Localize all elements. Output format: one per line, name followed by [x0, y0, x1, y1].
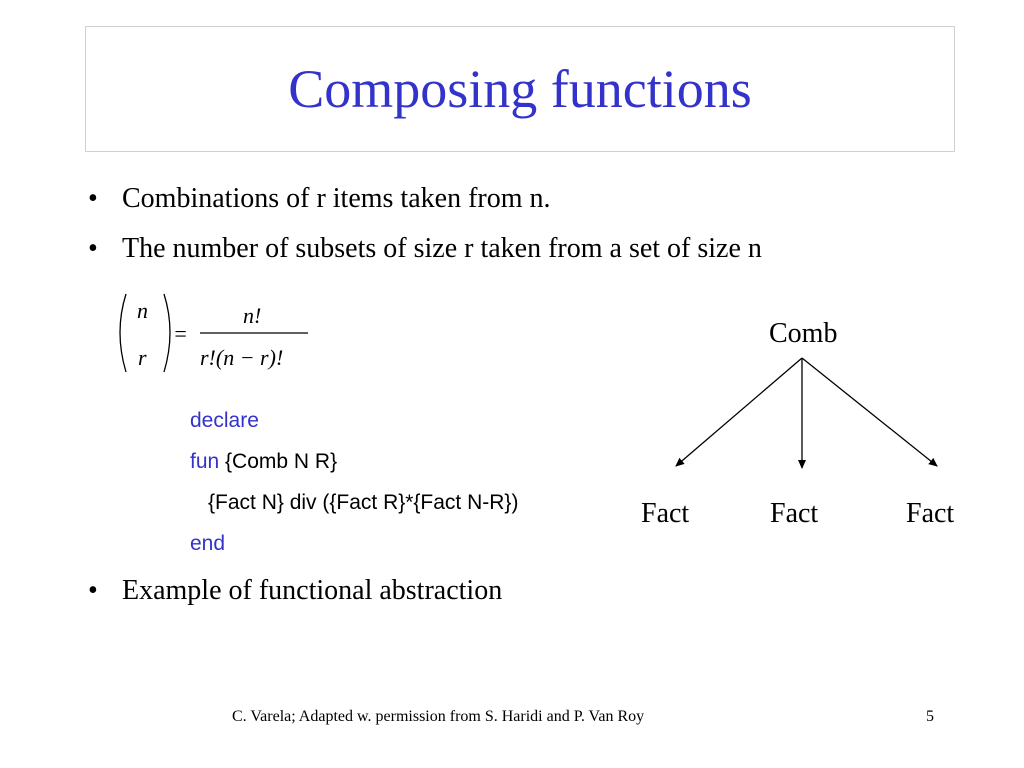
bullet-dot: • [88, 183, 98, 214]
tree-child-fact-2: Fact [770, 498, 819, 529]
numerator: n! [243, 303, 262, 328]
equals-sign: = [173, 321, 188, 346]
keyword-declare: declare [190, 409, 259, 432]
bullet-text: Example of functional abstraction [122, 575, 503, 606]
edge-right [802, 358, 937, 466]
tree-child-fact-3: Fact [906, 498, 955, 529]
page-number: 5 [926, 708, 934, 725]
binom-top: n [137, 298, 148, 323]
bullet-item-3 [88, 577, 502, 605]
keyword-fun: fun [190, 450, 220, 473]
tree-child-fact-1: Fact [641, 498, 690, 529]
code-body: {Fact N} div ({Fact R}*{Fact N-R}) [208, 491, 519, 514]
binom-bottom: r [138, 345, 147, 370]
slide-title: Composing functions [288, 59, 752, 119]
footer-credit: C. Varela; Adapted w. permission from S. Haridi and P. Van Roy [232, 708, 645, 725]
tree-root-comb: Comb [769, 318, 838, 349]
bullet-text: The number of subsets of size r taken from a set of size n [122, 233, 762, 264]
edge-left [676, 358, 802, 466]
denominator: r!(n − r)! [200, 345, 284, 370]
bullet-dot: • [88, 575, 98, 606]
bullet-dot: • [88, 233, 98, 264]
keyword-end: end [190, 532, 226, 555]
bullet-text: Combinations of r items taken from n. [122, 183, 551, 214]
code-fun-signature: {Comb N R} [225, 450, 338, 473]
